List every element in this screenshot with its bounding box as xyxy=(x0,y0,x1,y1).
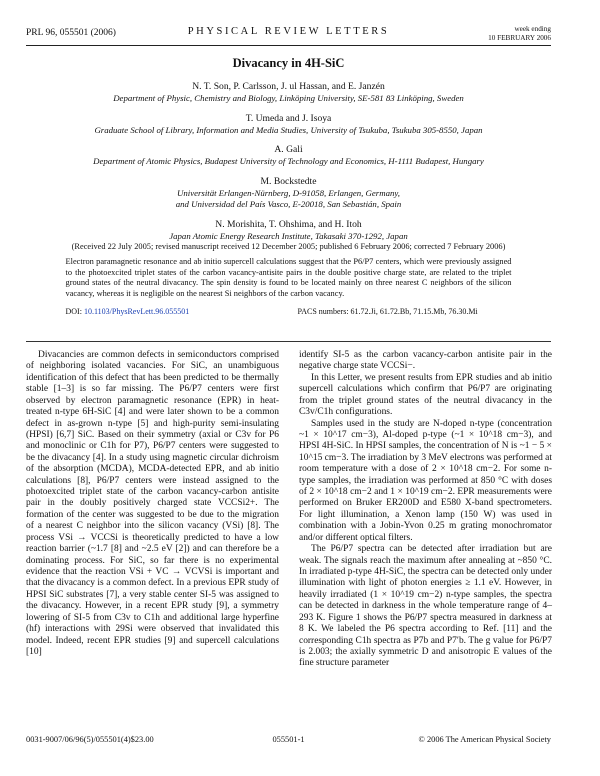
received-dates: (Received 22 July 2005; revised manuscript received 12 December 2005; published 6 February 2006; corrected 7 February 2006) xyxy=(71,242,506,251)
footer-page-number: 055501-1 xyxy=(272,735,305,744)
authors-group-2: T. Umeda and J. Isoya xyxy=(245,112,332,124)
paragraph: Divacancies are common defects in semiconductors comprised of neighboring isolated vacancies. For SiC, an unambiguous identification of this defect that has been predicted to be thermally stable [1–3] is so far missing. The P6/P7 centers were first observed by electron paramagnetic resonance (EPR) in heat-treated n-type 6H-SiC [4] and were later shown to be a common defect in as-grown n-type [5] and high-purity semi-insulating (HPSI) [6,7] SiC. Based on their symmetry (axial or C3v for P6 and monoclinic or C1h for P7), P6/P7 centers were suggested to be the divacancy [4]. In a study using magnetic circular dichroism of the absorption (MCDA), MCDA-detected EPR, and ab initio calculations [8], P6/P7 centers were instead assigned to the photoexcited triplet state of the carbon vacancy-carbon antisite pair in the doubly positively charged state VCCSi2+. The formation of the center was suggested to be due to the migration of a nearest C neighbor into the silicon vacancy (VSi) [8]. The process VSi → VCCSi is theoretically predicted to have a low reaction barrier (~1.7 [8] and ~2.5 eV [2]) and can therefore be a dominating process. For SiC, so far there is no experimental evidence that the reaction VSi + VC → VCVSi is important and that the divacancy is a common defect. In a previous EPR study of HPSI SiC substrates [7], a very stable center SI-5 was assigned to the divacancy. However, in a recent EPR study [9], a symmetry lowering of SI-5 from C3v to C1h and additional large hyperfine (hf) interactions with 29Si were observed that invalidated this model. Indeed, recent EPR studies [9] and supercell calculations [10] xyxy=(26,350,279,657)
authors-group-3: A. Gali xyxy=(274,144,303,155)
paragraph: Samples used in the study are N-doped n-type (concentration ~1 × 10^17 cm−3), Al-doped p-type (~1 × 10^18 cm−3), and HPSI 4H-SiC. In HPSI samples, the concentration of N is ~1 − 5 × 10^15 cm−3. The irradiation by 3 MeV electrons was performed at room temperature with a dose of 2 × 10^18 cm−2. For some n-type samples, the irradiation was performed at 850 °C with doses of 2 × 10^18 cm−2 and 1 × 10^19 cm−2. EPR measurements were performed on Bruker ER200D and E580 X-band spectrometers. For light illumination, a Xenon lamp (150 W) was used in combination with a Jobin-Yvon 0.25 m grating monochromator and/or different optical filters. xyxy=(299,418,552,543)
paragraph: identify SI-5 as the carbon vacancy-carbon antisite pair in the negative charge state VCCSi−. xyxy=(299,350,552,372)
page-footer xyxy=(26,735,551,747)
authors-group-1: N. T. Son, P. Carlsson, J. ul Hassan, and E. Janzén xyxy=(192,81,385,92)
authors-group-4: M. Bockstedte xyxy=(260,175,317,187)
body-column-right xyxy=(299,350,552,670)
doi-label: DOI: xyxy=(65,307,82,316)
running-header xyxy=(26,25,551,43)
affiliation-4b: and Universidad del País Vasco, E-20018, San Sebastián, Spain xyxy=(175,199,402,209)
affiliation-4a: Universität Erlangen-Nürnberg, D-91058, Erlangen, Germany, xyxy=(177,187,400,198)
header-rule xyxy=(26,45,551,46)
affiliation-3: Department of Atomic Physics, Budapest University of Technology and Economics, H-1111 Budapest, Hungary xyxy=(93,156,484,166)
pacs-numbers: PACS numbers: 61.72.Ji, 61.72.Bb, 71.15.Mb, 76.30.Mi xyxy=(297,307,478,316)
affiliation-2: Graduate School of Library, Information and Media Studies, University of Tsukuba, Tsukuba 305-8550, Japan xyxy=(94,124,483,135)
affiliation-1: Department of Physic, Chemistry and Biology, Linköping University, SE-581 83 Linköping, Sweden xyxy=(113,93,464,103)
footer-copyright: © 2006 The American Physical Society xyxy=(418,735,551,744)
footer-code: 0031-9007/06/96(5)/055501(4)$23.00 xyxy=(26,735,154,744)
header-citation: PRL 96, 055501 (2006) xyxy=(26,28,116,38)
header-week xyxy=(488,25,551,42)
doi xyxy=(66,307,190,316)
authors-group-5: N. Morishita, T. Ohshima, and H. Itoh xyxy=(215,218,362,230)
header-week-label: week ending xyxy=(514,25,551,33)
affiliation-5: Japan Atomic Energy Research Institute, Takasaki 370-1292, Japan xyxy=(169,230,408,241)
header-week-date: 10 FEBRUARY 2006 xyxy=(488,33,551,42)
header-journal: PHYSICAL REVIEW LETTERS xyxy=(187,26,390,37)
front-matter-rule xyxy=(26,341,551,342)
paragraph: The P6/P7 spectra can be detected after irradiation but are weak. The signals reach the maximum after annealing at ~850 °C. In irradiated p-type 4H-SiC, the spectra can be detected only under illumination with light of photon energies ≥ 1.1 eV. However, in heavily irradiated (1 × 10^19 cm−2) n-type samples, the spectra can be detected in darkness in the whole temperature range of 4–293 K. Figure 1 shows the P6/P7 spectra measured in darkness at 8 K. We labeled the P6 spectra according to Ref. [11] and the corresponding C1h spectra as P7b and P7′b. The g value for P6/P7 is 2.003; the axially symmetric D and anisotropic E values of the fine structure parameter xyxy=(299,544,552,669)
doi-link[interactable]: 10.1103/PhysRevLett.96.055501 xyxy=(83,307,190,316)
article-title: Divacancy in 4H-SiC xyxy=(232,56,345,70)
abstract: Electron paramagnetic resonance and ab initio supercell calculations suggest that the P6/P7 centers, which were previously assigned to the photoexcited triplet states of the carbon vacancy-antisite pairs in the double positive charge state, are related to the triplet ground states of the neutral divacancy. The spin density is found to be located mainly on three nearest C neighbors of the silicon vacancy, whereas it is negligible on the nearest Si neighbors of the carbon vacancy. xyxy=(65,257,512,298)
front-matter xyxy=(26,56,551,317)
paragraph: In this Letter, we present results from EPR studies and ab initio supercell calculations which confirm that P6/P7 are originating from the triplet ground states of the neutral divacancy in the C3v/C1h configurations. xyxy=(299,372,552,418)
body-column-left xyxy=(26,350,279,658)
doi-pacs-row xyxy=(66,307,512,317)
